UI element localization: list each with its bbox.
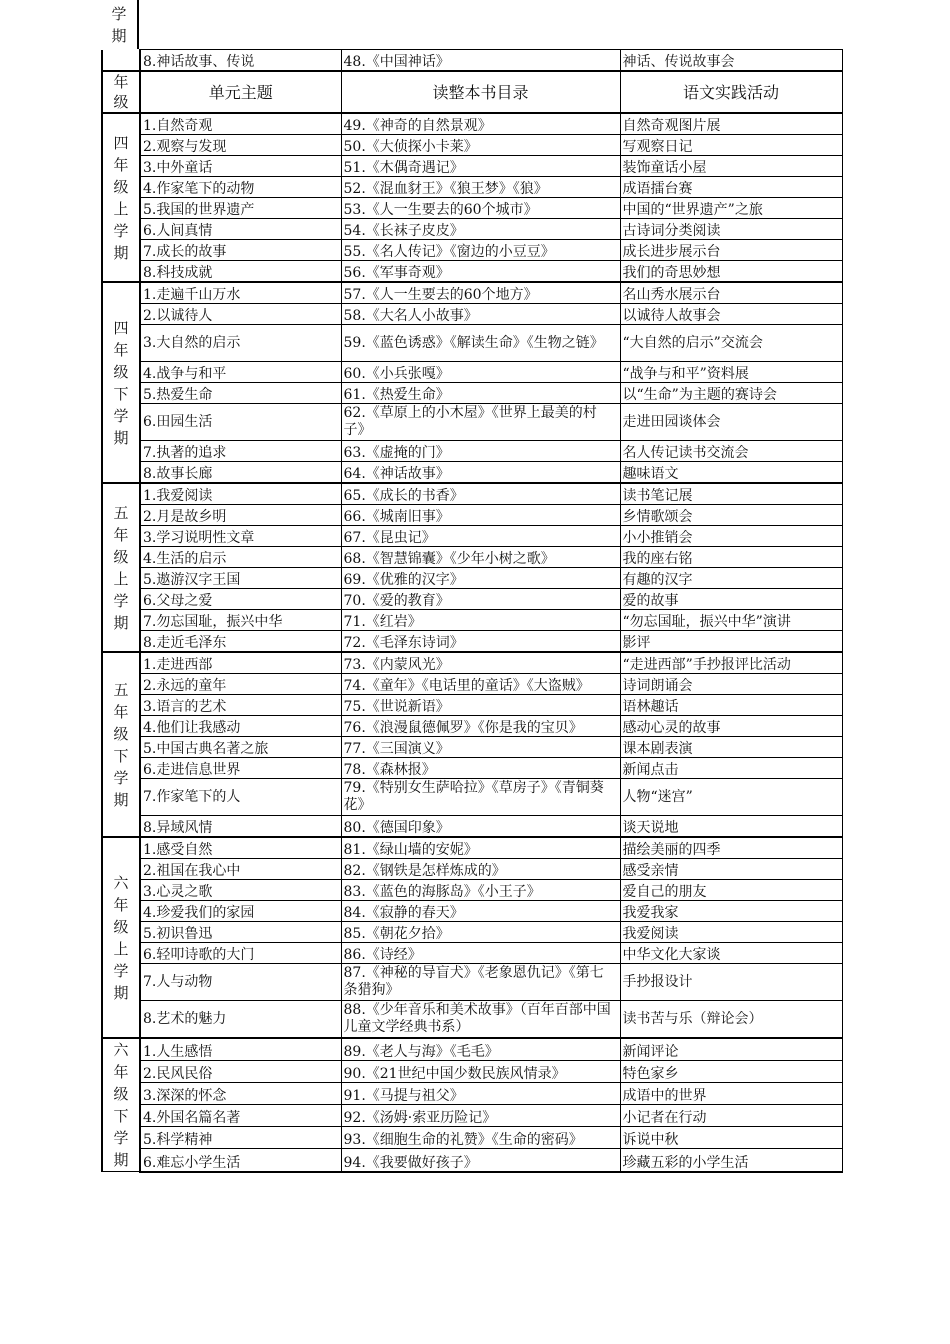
table-row (102, 1038, 842, 1061)
grade-semester-cell: 六 年 级 上 学 期 (102, 837, 140, 1038)
book-title-cell: 52.《混血豺王》《狼王梦》《狼》 (341, 177, 620, 198)
activity-cell: 爱的故事 (620, 589, 842, 610)
unit-theme-cell: 6.走进信息世界 (140, 758, 341, 779)
unit-theme-cell: 2.祖国在我心中 (140, 859, 341, 880)
activity-cell: 成语中的世界 (620, 1083, 842, 1105)
book-title-cell: 74.《童年》《电话里的童话》《大盗贼》 (341, 674, 620, 695)
book-title-cell: 70.《爱的教育》 (341, 589, 620, 610)
table-row (102, 483, 842, 505)
activity-cell: 名山秀水展示台 (620, 282, 842, 304)
activity-cell: 新闻点击 (620, 758, 842, 779)
unit-theme-cell: 6.难忘小学生活 (140, 1149, 341, 1172)
unit-theme-cell: 2.永远的童年 (140, 674, 341, 695)
unit-theme-cell: 4.作家笔下的动物 (140, 177, 341, 198)
book-title-cell: 75.《世说新语》 (341, 695, 620, 716)
table-row (102, 177, 842, 198)
unit-theme-cell: 5.热爱生命 (140, 383, 341, 404)
table-row (102, 695, 842, 716)
unit-theme-cell: 7.人与动物 (140, 964, 341, 1001)
table-row (102, 1001, 842, 1039)
table-row (102, 404, 842, 441)
book-title-cell: 64.《神话故事》 (341, 462, 620, 484)
table-row (102, 505, 842, 526)
activity-cell: 我的座右铭 (620, 547, 842, 568)
unit-theme-cell: 7.执著的追求 (140, 441, 341, 462)
activity-cell: 影评 (620, 631, 842, 653)
activity-cell: 成语擂台赛 (620, 177, 842, 198)
activity-cell: 诗词朗诵会 (620, 674, 842, 695)
unit-theme-cell: 8.科技成就 (140, 261, 341, 283)
unit-theme-cell: 4.生活的启示 (140, 547, 341, 568)
unit-theme-cell: 4.外国名篇名著 (140, 1105, 341, 1127)
book-title-cell: 69.《优雅的汉字》 (341, 568, 620, 589)
unit-theme-cell: 7.成长的故事 (140, 240, 341, 261)
book-title-cell: 66.《城南旧事》 (341, 505, 620, 526)
table-row (102, 674, 842, 695)
unit-theme-cell: 3.语言的艺术 (140, 695, 341, 716)
book-title-cell: 85.《朝花夕拾》 (341, 922, 620, 943)
book-title-cell: 62.《草原上的小木屋》《世界上最美的村子》 (341, 404, 620, 441)
unit-theme-cell: 7.勿忘国耻，振兴中华 (140, 610, 341, 631)
carryover-row (102, 50, 842, 72)
unit-theme-cell: 1.自然奇观 (140, 113, 341, 135)
activity-cell: 以诚待人故事会 (620, 304, 842, 325)
activity-cell: 中国的“世界遗产”之旅 (620, 198, 842, 219)
book-title-cell: 87.《神秘的导盲犬》《老象恩仇记》《第七条猎狗》 (341, 964, 620, 1001)
table-row (102, 610, 842, 631)
activity-cell: 语林趣话 (620, 695, 842, 716)
table-row (102, 1061, 842, 1083)
unit-theme-cell: 5.我国的世界遗产 (140, 198, 341, 219)
table-row (102, 325, 842, 362)
activity-cell: 我爱阅读 (620, 922, 842, 943)
table-row (102, 964, 842, 1001)
unit-theme-cell: 8.艺术的魅力 (140, 1001, 341, 1039)
book-title-cell: 61.《热爱生命》 (341, 383, 620, 404)
book-title-cell: 72.《毛泽东诗词》 (341, 631, 620, 653)
grade-semester-cell: 五 年 级 下 学 期 (102, 652, 140, 837)
book-title-cell: 65.《成长的书香》 (341, 483, 620, 505)
unit-theme-cell: 7.作家笔下的人 (140, 779, 341, 816)
book-title-cell: 83.《蓝色的海豚岛》《小王子》 (341, 880, 620, 901)
table-row (102, 568, 842, 589)
book-title-cell: 91.《马提与祖父》 (341, 1083, 620, 1105)
book-title-cell: 92.《汤姆·索亚历险记》 (341, 1105, 620, 1127)
unit-theme-cell: 8.走近毛泽东 (140, 631, 341, 653)
table-row (102, 547, 842, 568)
table-row (102, 631, 842, 653)
activity-cell: 描绘美丽的四季 (620, 837, 842, 859)
book-title-cell: 81.《绿山墙的安妮》 (341, 837, 620, 859)
activity-cell: 诉说中秋 (620, 1127, 842, 1149)
book-title-cell: 67.《昆虫记》 (341, 526, 620, 547)
table-row (102, 219, 842, 240)
unit-theme-cell: 1.感受自然 (140, 837, 341, 859)
activity-cell: “勿忘国耻，振兴中华”演讲 (620, 610, 842, 631)
book-title-cell: 80.《德国印象》 (341, 816, 620, 838)
activity-cell: 写观察日记 (620, 135, 842, 156)
activity-cell: 珍藏五彩的小学生活 (620, 1149, 842, 1172)
book-title-cell: 77.《三国演义》 (341, 737, 620, 758)
table-row (102, 758, 842, 779)
activity-cell: 我爱我家 (620, 901, 842, 922)
unit-theme-cell: 3.中外童话 (140, 156, 341, 177)
unit-theme-cell: 1.我爱阅读 (140, 483, 341, 505)
unit-theme-cell: 5.初识鲁迅 (140, 922, 341, 943)
book-title-cell: 93.《细胞生命的礼赞》《生命的密码》 (341, 1127, 620, 1149)
unit-theme-cell: 5.中国古典名著之旅 (140, 737, 341, 758)
activity-cell: 读书笔记展 (620, 483, 842, 505)
book-title-cell: 59.《蓝色诱惑》《解读生命》《生物之链》 (341, 325, 620, 362)
book-title-cell: 58.《大名人小故事》 (341, 304, 620, 325)
book-title-cell: 49.《神奇的自然景观》 (341, 113, 620, 135)
activity-cell: 新闻评论 (620, 1038, 842, 1061)
activity-cell: 小小推销会 (620, 526, 842, 547)
book-title-cell: 57.《人一生要去的60个地方》 (341, 282, 620, 304)
activity-cell: 有趣的汉字 (620, 568, 842, 589)
book-title-cell: 88.《少年音乐和美术故事》（百年百部中国儿童文学经典书系） (341, 1001, 620, 1039)
unit-theme-cell: 4.他们让我感动 (140, 716, 341, 737)
book-title-cell: 51.《木偶奇遇记》 (341, 156, 620, 177)
header-grade: 年 级 (102, 71, 140, 113)
table-row (102, 1083, 842, 1105)
book-title-cell: 79.《特别女生萨哈拉》《草房子》《青铜葵花》 (341, 779, 620, 816)
header-unit-theme: 单元主题 (140, 71, 341, 113)
table-header-row (102, 71, 842, 113)
book-title-cell: 76.《浪漫鼠德佩罗》《你是我的宝贝》 (341, 716, 620, 737)
book-title-cell: 63.《虚掩的门》 (341, 441, 620, 462)
unit-theme-cell: 6.轻叩诗歌的大门 (140, 943, 341, 964)
activity-cell: 中华文化大家谈 (620, 943, 842, 964)
table-row (102, 1127, 842, 1149)
table-row (102, 880, 842, 901)
grade-semester-cell: 四 年 级 上 学 期 (102, 113, 140, 282)
activity-cell: 爱自己的朋友 (620, 880, 842, 901)
book-title-cell: 73.《内蒙风光》 (341, 652, 620, 674)
activity-cell: 走进田园谈体会 (620, 404, 842, 441)
activity-cell: 自然奇观图片展 (620, 113, 842, 135)
table-row (102, 779, 842, 816)
unit-theme-cell: 4.珍爱我们的家园 (140, 901, 341, 922)
book-title-cell: 55.《名人传记》《窗边的小豆豆》 (341, 240, 620, 261)
unit-theme-cell: 2.月是故乡明 (140, 505, 341, 526)
activity-cell: “走进西部”手抄报评比活动 (620, 652, 842, 674)
activity-cell: 谈天说地 (620, 816, 842, 838)
unit-theme-cell: 6.人间真情 (140, 219, 341, 240)
grade-semester-cell: 四 年 级 下 学 期 (102, 282, 140, 483)
activity-cell: 趣味语文 (620, 462, 842, 484)
book-title-cell: 94.《我要做好孩子》 (341, 1149, 620, 1172)
book-title-cell: 82.《钢铁是怎样炼成的》 (341, 859, 620, 880)
grade-semester-cell: 五 年 级 上 学 期 (102, 483, 140, 652)
unit-theme-cell: 3.学习说明性文章 (140, 526, 341, 547)
table-row (102, 943, 842, 964)
book-title-cell: 53.《人一生要去的60个城市》 (341, 198, 620, 219)
unit-theme-cell: 3.深深的怀念 (140, 1083, 341, 1105)
table-row (102, 198, 842, 219)
table-row (102, 441, 842, 462)
activity-cell: 装饰童话小屋 (620, 156, 842, 177)
unit-theme-cell: 2.以诚待人 (140, 304, 341, 325)
carryover-grade-cell (102, 50, 140, 72)
table-row (102, 113, 842, 135)
table-row (102, 652, 842, 674)
table-row (102, 716, 842, 737)
table-row (102, 261, 842, 283)
unit-theme-cell: 8.故事长廊 (140, 462, 341, 484)
reading-plan-table (101, 49, 843, 1173)
table-row (102, 135, 842, 156)
header-activity: 语文实践活动 (620, 71, 842, 113)
grade-semester-cell: 六 年 级 下 学 期 (102, 1038, 140, 1172)
table-row (102, 1149, 842, 1172)
activity-cell: 成长进步展示台 (620, 240, 842, 261)
activity-cell: 古诗词分类阅读 (620, 219, 842, 240)
activity-cell: 课本剧表演 (620, 737, 842, 758)
table-row (102, 462, 842, 484)
activity-cell: 手抄报设计 (620, 964, 842, 1001)
previous-semester-stub: 学 期 (101, 0, 139, 49)
unit-theme-cell: 5.科学精神 (140, 1127, 341, 1149)
unit-theme-cell: 6.田园生活 (140, 404, 341, 441)
table-row (102, 156, 842, 177)
unit-theme-cell: 8.神话故事、传说 (140, 50, 341, 72)
header-book-list: 读整本书目录 (341, 71, 620, 113)
table-row (102, 1105, 842, 1127)
book-title-cell: 56.《军事奇观》 (341, 261, 620, 283)
table-row (102, 526, 842, 547)
activity-cell: 我们的奇思妙想 (620, 261, 842, 283)
book-title-cell: 71.《红岩》 (341, 610, 620, 631)
unit-theme-cell: 2.观察与发现 (140, 135, 341, 156)
table-row (102, 362, 842, 383)
table-row (102, 304, 842, 325)
activity-cell: 人物“迷宫” (620, 779, 842, 816)
activity-cell: 感动心灵的故事 (620, 716, 842, 737)
activity-cell: “大自然的启示”交流会 (620, 325, 842, 362)
unit-theme-cell: 3.心灵之歌 (140, 880, 341, 901)
book-title-cell: 54.《长袜子皮皮》 (341, 219, 620, 240)
unit-theme-cell: 1.人生感悟 (140, 1038, 341, 1061)
book-title-cell: 50.《大侦探小卡莱》 (341, 135, 620, 156)
activity-cell: 以“生命”为主题的赛诗会 (620, 383, 842, 404)
table-row (102, 240, 842, 261)
table-row (102, 282, 842, 304)
activity-cell: 小记者在行动 (620, 1105, 842, 1127)
table-row (102, 837, 842, 859)
table-row (102, 859, 842, 880)
activity-cell: 读书苦与乐（辩论会） (620, 1001, 842, 1039)
unit-theme-cell: 4.战争与和平 (140, 362, 341, 383)
table-row (102, 589, 842, 610)
book-title-cell: 84.《寂静的春天》 (341, 901, 620, 922)
activity-cell: 名人传记读书交流会 (620, 441, 842, 462)
book-title-cell: 78.《森林报》 (341, 758, 620, 779)
book-title-cell: 68.《智慧锦囊》《少年小树之歌》 (341, 547, 620, 568)
activity-cell: 感受亲情 (620, 859, 842, 880)
unit-theme-cell: 1.走遍千山万水 (140, 282, 341, 304)
table-row (102, 737, 842, 758)
table-row (102, 901, 842, 922)
unit-theme-cell: 8.异域风情 (140, 816, 341, 838)
book-title-cell: 48.《中国神话》 (341, 50, 620, 72)
unit-theme-cell: 5.遨游汉字王国 (140, 568, 341, 589)
unit-theme-cell: 2.民风民俗 (140, 1061, 341, 1083)
activity-cell: “战争与和平”资料展 (620, 362, 842, 383)
table-row (102, 383, 842, 404)
book-title-cell: 86.《诗经》 (341, 943, 620, 964)
unit-theme-cell: 1.走进西部 (140, 652, 341, 674)
unit-theme-cell: 6.父母之爱 (140, 589, 341, 610)
book-title-cell: 60.《小兵张嘎》 (341, 362, 620, 383)
table-row (102, 816, 842, 838)
activity-cell: 神话、传说故事会 (620, 50, 842, 72)
activity-cell: 特色家乡 (620, 1061, 842, 1083)
table-row (102, 922, 842, 943)
book-title-cell: 89.《老人与海》《毛毛》 (341, 1038, 620, 1061)
book-title-cell: 90.《21世纪中国少数民族风情录》 (341, 1061, 620, 1083)
activity-cell: 乡情歌颂会 (620, 505, 842, 526)
unit-theme-cell: 3.大自然的启示 (140, 325, 341, 362)
